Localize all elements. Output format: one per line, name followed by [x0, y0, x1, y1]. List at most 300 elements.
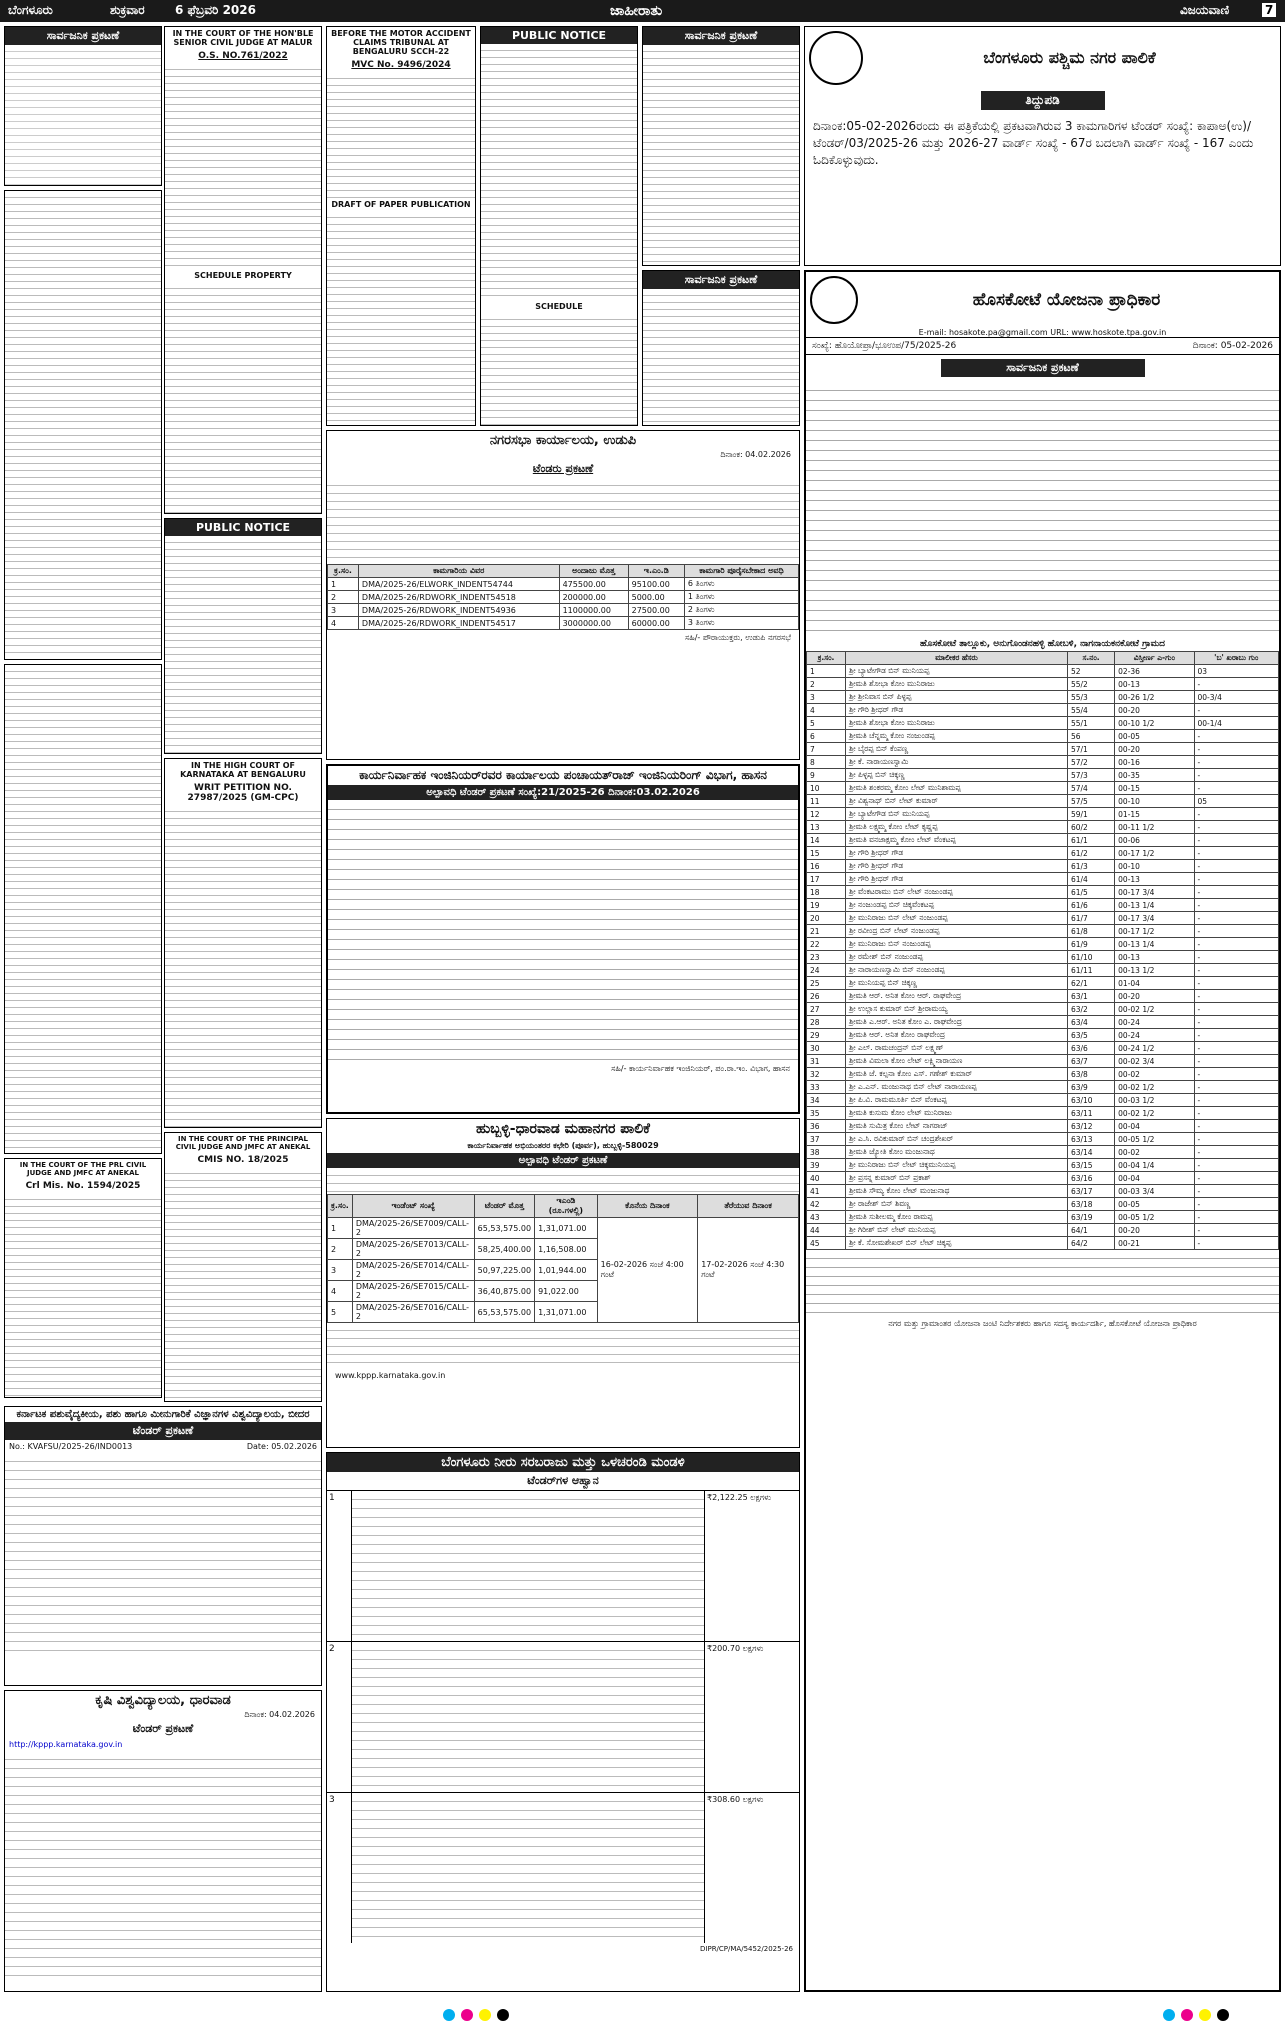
day: ಶುಕ್ರವಾರ [110, 3, 145, 17]
table-cell: - [1194, 847, 1278, 860]
table-cell: 00-04 [1115, 1120, 1194, 1133]
table-cell: 00-21 [1115, 1237, 1194, 1250]
table-cell: 00-04 1/4 [1115, 1159, 1194, 1172]
table-cell: 33 [807, 1081, 846, 1094]
table-cell: DMA/2025-26/SE7013/CALL-2 [352, 1239, 474, 1260]
table-cell: - [1194, 1211, 1278, 1224]
udupi-table [327, 564, 799, 630]
table-cell: - [1194, 1029, 1278, 1042]
table-header: ಕ್ರ.ಸಂ. [328, 565, 359, 578]
hoskote-heading: ಸಾರ್ವಜನಿಕ ಪ್ರಕಟಣೆ [941, 359, 1145, 377]
table-cell: 25 [807, 977, 846, 990]
table-cell: 1,31,071.00 [535, 1218, 598, 1239]
hoskote-table [806, 651, 1279, 1250]
table-cell: - [1194, 743, 1278, 756]
table-cell: - [1194, 1016, 1278, 1029]
table-row [807, 1055, 1279, 1068]
table-cell: 34 [807, 1094, 846, 1107]
table-cell: - [1194, 912, 1278, 925]
table-row [807, 860, 1279, 873]
table-cell: - [1194, 1055, 1278, 1068]
table-cell: - [1194, 1120, 1278, 1133]
court2 [326, 26, 476, 426]
schedule-heading: SCHEDULE [535, 302, 583, 311]
bwssb-amount: ₹200.70 ಲಕ್ಷಗಳು [704, 1642, 799, 1792]
table-cell: - [1194, 1042, 1278, 1055]
table-cell: 00-17 1/2 [1115, 925, 1194, 938]
table-cell: 58,25,400.00 [474, 1239, 534, 1260]
table-row [807, 1016, 1279, 1029]
table-cell: ಶ್ರೀಮತಿ ಶಂಕರಮ್ಮ ಕೋಂ ಲೇಟ್ ಮುನಿಶಾಮಪ್ಪ [846, 782, 1068, 795]
table-cell: ಶ್ರೀ ಗೌರಿ ಶ್ರೀಧರ್ ಗೌಡ [846, 704, 1068, 717]
table-cell: 1 [328, 578, 359, 591]
fill-text [165, 536, 321, 754]
table-cell: ಶ್ರೀಮತಿ ಶೋಭಾ ಕೋಂ ಮುನಿರಾಜು [846, 678, 1068, 691]
fill-text [643, 45, 799, 266]
table-cell: 56 [1067, 730, 1114, 743]
table-cell: 27 [807, 1003, 846, 1016]
uas-refline [5, 1440, 321, 1453]
table-cell: 64/2 [1067, 1237, 1114, 1250]
table-row [807, 691, 1279, 704]
emblem-icon [810, 276, 858, 324]
udupi-heading: ಟೆಂಡರು ಪ್ರಕಟಣೆ [532, 462, 594, 475]
table-cell: 00-1/4 [1194, 717, 1278, 730]
table-row [807, 756, 1279, 769]
table-cell: - [1194, 886, 1278, 899]
table-cell: 4 [328, 617, 359, 630]
udupi-title: ನಗರಸಭಾ ಕಾರ್ಯಾಲಯ, ಉಡುಪಿ [489, 433, 637, 448]
table-cell: 3 [328, 1260, 353, 1281]
table-cell: 00-02 [1115, 1068, 1194, 1081]
table-row [807, 730, 1279, 743]
table-header: ಕ್ರ.ಸಂ. [807, 652, 846, 665]
table-cell: 60/2 [1067, 821, 1114, 834]
bwssb-amount: ₹308.60 ಲಕ್ಷಗಳು [704, 1793, 799, 1943]
table-row [807, 1068, 1279, 1081]
table-cell: 17 [807, 873, 846, 886]
table-cell: 60000.00 [628, 617, 684, 630]
table-cell: 43 [807, 1211, 846, 1224]
table-cell: ಶ್ರೀಮತಿ ಸುಶೀಲಮ್ಮ ಕೋಂ ರಾಮಪ್ಪ [846, 1211, 1068, 1224]
cyan-dot [1163, 2009, 1175, 2021]
table-row [807, 1224, 1279, 1237]
table-cell: 61/5 [1067, 886, 1114, 899]
case-number: Crl Mis. No. 1594/2025 [25, 1181, 141, 1191]
table-cell: 55/3 [1067, 691, 1114, 704]
fill-text [5, 191, 161, 660]
table-cell: DMA/2025-26/SE7015/CALL-2 [352, 1281, 474, 1302]
table-cell: 3000000.00 [559, 617, 628, 630]
table-cell: 2 [328, 591, 359, 604]
table-cell: 24 [807, 964, 846, 977]
table-cell: 200000.00 [559, 591, 628, 604]
table-cell: 61/2 [1067, 847, 1114, 860]
table-row [807, 1185, 1279, 1198]
hdmc-table [327, 1194, 799, 1323]
table-cell: - [1194, 964, 1278, 977]
table-row [807, 1029, 1279, 1042]
table-row [807, 1172, 1279, 1185]
city: ಬೆಂಗಳೂರು [8, 3, 53, 17]
table-row [807, 1198, 1279, 1211]
bbmp-body: ದಿನಾಂಕ:05-02-2026ರಂದು ಈ ಪತ್ರಿಕೆಯಲ್ಲಿ ಪ್ರಕಟವಾಗಿರುವ 3 ಕಾಮಗಾರಿಗಳ ಟೆಂಡರ್ ಸಂಖ್ಯೆ: ಕಾಪಾಅ(ಉ)/ಟೆಂಡರ್/03/2025-26 ಮತ್ತು 2026-27 ವಾರ್ಡ್ ಸಂಖ್ಯೆ - 67ರ ಬದಲಾಗಿ ವಾರ್ಡ್ ಸಂಖ್ಯೆ - 167 ಎಂದು ಓದಿಕೊಳ್ಳುವುದು. [813, 119, 1254, 167]
table-cell: ಶ್ರೀಮತಿ ಸುಮಿತ್ರ ಕೋಂ ಲೇಟ್ ನಾಗರಾಜ್ [846, 1120, 1068, 1133]
table-cell: - [1194, 938, 1278, 951]
fill-text [165, 1167, 321, 1402]
table-cell: - [1194, 977, 1278, 990]
table-cell: 00-13 1/4 [1115, 899, 1194, 912]
public-notice-1 [480, 26, 638, 426]
table-header: ಕಾಮಗಾರಿ ಪೂರೈಸಬೇಕಾದ ಅವಧಿ [684, 565, 798, 578]
bwssb-item [327, 1641, 799, 1792]
table-cell: 00-13 [1115, 678, 1194, 691]
table-cell: ಶ್ರೀ ಗಿರೀಶ್ ಬಿನ್ ಲೇಟ್ ಮುನಿಯಪ್ಪ [846, 1224, 1068, 1237]
table-cell: 00-13 1/2 [1115, 964, 1194, 977]
table-cell: 41 [807, 1185, 846, 1198]
table-cell: 00-11 1/2 [1115, 821, 1194, 834]
table-cell: 44 [807, 1224, 846, 1237]
hoskote-ref: ಸಂಖ್ಯೆ: ಹೊಯೋಪ್ರಾ/ಭೂಉಪ/75/2025-26 [812, 341, 957, 351]
table-cell: 14 [807, 834, 846, 847]
court-title: IN THE HIGH COURT OF KARNATAKA AT BENGALURU [180, 761, 306, 779]
fill-text [328, 800, 798, 1061]
table-cell: 12 [807, 808, 846, 821]
table-cell: 61/11 [1067, 964, 1114, 977]
table-cell: - [1194, 704, 1278, 717]
table-cell: 63/19 [1067, 1211, 1114, 1224]
table-cell: 5 [328, 1302, 353, 1323]
table-cell: 63/17 [1067, 1185, 1114, 1198]
fill-text [5, 45, 161, 186]
table-cell: 64/1 [1067, 1224, 1114, 1237]
table-header: ಇಎಂಡಿ (ರೂ.ಗಳಲ್ಲಿ) [535, 1195, 598, 1218]
date: 6 ಫೆಬ್ರವರಿ 2026 [175, 3, 256, 17]
table-cell: 00-35 [1115, 769, 1194, 782]
table-cell: 1 [807, 665, 846, 678]
table-cell: - [1194, 730, 1278, 743]
notice-left-3 [4, 664, 162, 1154]
table-cell: 63/2 [1067, 1003, 1114, 1016]
table-cell: 5000.00 [628, 591, 684, 604]
hdmc-site: www.kppp.karnataka.gov.in [335, 1371, 446, 1380]
table-cell: 40 [807, 1172, 846, 1185]
table-cell: ಶ್ರೀ ಗೌರಿ ಶ್ರೀಧರ್ ಗೌಡ [846, 873, 1068, 886]
hoskote-date: ದಿನಾಂಕ: 05-02-2026 [1192, 341, 1273, 351]
table-cell: 4 [328, 1281, 353, 1302]
table-row [807, 886, 1279, 899]
table-cell: - [1194, 1081, 1278, 1094]
table-cell: 7 [807, 743, 846, 756]
table-cell: 63/15 [1067, 1159, 1114, 1172]
table-cell: 02-36 [1115, 665, 1194, 678]
table-cell: ಶ್ರೀ ಕೆ. ಸೋಮಶೇಖರ್ ಬಿನ್ ಲೇಟ್ ಚಿಕ್ಕಪ್ಪ [846, 1237, 1068, 1250]
table-cell: 00-02 1/2 [1115, 1107, 1194, 1120]
table-cell: 63/9 [1067, 1081, 1114, 1094]
fill-text [327, 1323, 799, 1369]
table-row [807, 1133, 1279, 1146]
table-cell: 10 [807, 782, 846, 795]
hassan-title: ಕಾರ್ಯನಿರ್ವಾಹಕ ಇಂಜಿನಿಯರ್‌ರವರ ಕಾರ್ಯಾಲಯ ಪಂಚಾಯತ್‌ರಾಜ್ ಇಂಜಿನಿಯರಿಂಗ್ ವಿಭಾಗ, ಹಾಸನ [359, 768, 767, 782]
notice-left-1 [4, 26, 162, 186]
table-cell: 22 [807, 938, 846, 951]
udupi-sign: ಸಹಿ/- ಪೌರಾಯುಕ್ತರು, ಉಡುಪಿ ನಗರಸಭೆ [684, 633, 791, 642]
table-cell: 63/16 [1067, 1172, 1114, 1185]
table-header: ಸ.ನಂ. [1067, 652, 1114, 665]
notice-col4-2 [642, 270, 800, 426]
table-cell: 00-13 1/4 [1115, 938, 1194, 951]
table-cell: - [1194, 1146, 1278, 1159]
table-cell: ಶ್ರೀ ನಂಜುಂಡಪ್ಪ ಬಿನ್ ಚಿಕ್ಕವೆಂಕಟಪ್ಪ [846, 899, 1068, 912]
table-cell: - [1194, 1107, 1278, 1120]
fill-text [327, 72, 475, 198]
case-number: CMIS NO. 18/2025 [197, 1155, 289, 1165]
table-cell: 4 [807, 704, 846, 717]
table-cell: 2 [328, 1239, 353, 1260]
table-cell: - [1194, 899, 1278, 912]
fill-text [165, 805, 321, 1128]
udupi-date: ದಿನಾಂಕ: 04.02.2026 [720, 450, 791, 459]
hoskote-notice [804, 270, 1281, 1992]
table-cell: 05 [1194, 795, 1278, 808]
masthead [0, 0, 1285, 22]
uas-heading: ಟೆಂಡರ್ ಪ್ರಕಟಣೆ [5, 1422, 321, 1440]
hoskote-email: E-mail: hosakote.pa@gmail.com URL: www.hoskote.tpa.gov.in [918, 328, 1167, 337]
table-cell: 00-02 3/4 [1115, 1055, 1194, 1068]
schedule-heading: SCHEDULE PROPERTY [194, 271, 292, 280]
krishi-heading: ಟೆಂಡರ್ ಪ್ರಕಟಣೆ [132, 1722, 194, 1735]
table-row [807, 912, 1279, 925]
hdmc-sub: ಕಾರ್ಯನಿರ್ವಾಹಕ ಅಭಿಯಂತರರ ಕಛೇರಿ (ಪೂರ್ವ), ಹುಬ್ಬಳ್ಳಿ-580029 [467, 1141, 659, 1150]
table-row [807, 899, 1279, 912]
table-cell: - [1194, 951, 1278, 964]
table-header: ಟೆಂಡರ್ ಮೊತ್ತ [474, 1195, 534, 1218]
table-cell: 00-26 1/2 [1115, 691, 1194, 704]
uas-title: ಕರ್ನಾಟಕ ಪಶುವೈದ್ಯಕೀಯ, ಪಶು ಹಾಗೂ ಮೀನುಗಾರಿಕೆ ವಿಜ್ಞಾನಗಳ ವಿಶ್ವವಿದ್ಯಾಲಯ, ಬೀದರ [16, 1409, 310, 1420]
fill-text [5, 665, 161, 1154]
table-cell: 63/12 [1067, 1120, 1114, 1133]
table-cell: 00-02 [1115, 1146, 1194, 1159]
table-cell: 16-02-2026 ಸಂಜೆ 4:00 ಗಂಟೆ [597, 1218, 698, 1323]
table-cell: ಶ್ರೀ ಮುನಿರಾಜು ಬಿನ್ ಲೇಟ್ ಚಿಕ್ಕಮುನಿಯಪ್ಪ [846, 1159, 1068, 1172]
table-cell: 00-02 1/2 [1115, 1003, 1194, 1016]
table-cell: - [1194, 1068, 1278, 1081]
court1 [164, 26, 322, 514]
table-cell: 63/6 [1067, 1042, 1114, 1055]
table-cell: 57/4 [1067, 782, 1114, 795]
table-header: ಕ್ರ.ಸಂ. [328, 1195, 353, 1218]
table-cell: 63/14 [1067, 1146, 1114, 1159]
table-cell: - [1194, 1237, 1278, 1250]
bbmp-header [805, 27, 1280, 89]
table-cell: 38 [807, 1146, 846, 1159]
table-cell: 11 [807, 795, 846, 808]
table-header: ಮಾಲೀಕರ ಹೆಸರು [846, 652, 1068, 665]
table-row [807, 1159, 1279, 1172]
table-cell: ಶ್ರೀಮತಿ ಚೆನ್ನಮ್ಮ ಕೋಂ ನಂಜುಂಡಪ್ಪ [846, 730, 1068, 743]
table-cell: 00-20 [1115, 704, 1194, 717]
table-cell: 9 [807, 769, 846, 782]
krishi-date: ದಿನಾಂಕ: 04.02.2026 [244, 1710, 315, 1719]
page-number: 7 [1262, 3, 1276, 17]
uas-tender [4, 1406, 322, 1686]
table-cell: 01-04 [1115, 977, 1194, 990]
table-cell: 00-13 [1115, 873, 1194, 886]
table-cell: 36 [807, 1120, 846, 1133]
table-cell: 91,022.00 [535, 1281, 598, 1302]
table-cell: 57/5 [1067, 795, 1114, 808]
table-cell: 00-17 3/4 [1115, 886, 1194, 899]
table-cell: 35 [807, 1107, 846, 1120]
table-cell: 45 [807, 1237, 846, 1250]
court-title: BEFORE THE MOTOR ACCIDENT CLAIMS TRIBUNAL AT BENGALURU SCCH-22 [331, 29, 471, 56]
table-row [807, 1120, 1279, 1133]
table-cell: DMA/2025-26/SE7014/CALL-2 [352, 1260, 474, 1281]
table-cell: 15 [807, 847, 846, 860]
table-cell: ಶ್ರೀ ಮುನಿರಾಜು ಬಿನ್ ಲೇಟ್ ನಂಜುಂಡಪ್ಪ [846, 912, 1068, 925]
bwssb-title: ಬೆಂಗಳೂರು ನೀರು ಸರಬರಾಜು ಮತ್ತು ಒಳಚರಂಡಿ ಮಂಡಳಿ [327, 1453, 799, 1472]
hoskote-refline [806, 337, 1279, 355]
fill-text [806, 381, 1279, 637]
table-cell: 00-04 [1115, 1172, 1194, 1185]
table-cell: 03 [1194, 665, 1278, 678]
hdmc-tender [326, 1118, 800, 1448]
table-cell: DMA/2025-26/RDWORK_INDENT54517 [358, 617, 559, 630]
table-row [807, 678, 1279, 691]
table-row [807, 665, 1279, 678]
table-cell: 61/8 [1067, 925, 1114, 938]
table-row [807, 782, 1279, 795]
table-cell: 00-05 1/2 [1115, 1211, 1194, 1224]
table-row [807, 1146, 1279, 1159]
paper-name: ವಿಜಯವಾಣಿ [1180, 3, 1230, 17]
table-cell: - [1194, 769, 1278, 782]
table-cell: 8 [807, 756, 846, 769]
table-row [807, 795, 1279, 808]
table-row [807, 847, 1279, 860]
table-cell: 21 [807, 925, 846, 938]
table-cell: DMA/2025-26/SE7016/CALL-2 [352, 1302, 474, 1323]
fill-text [327, 478, 799, 564]
case-number: WRIT PETITION NO. 27987/2025 (GM-CPC) [187, 783, 299, 803]
table-header: ಇ.ಎಂ.ಡಿ [628, 565, 684, 578]
table-cell: 00-24 [1115, 1029, 1194, 1042]
table-row [807, 769, 1279, 782]
table-cell: 63/5 [1067, 1029, 1114, 1042]
table-cell: 36,40,875.00 [474, 1281, 534, 1302]
table-cell: 1 ತಿಂಗಳು [684, 591, 798, 604]
table-cell: 17-02-2026 ಸಂಜೆ 4:30 ಗಂಟೆ [698, 1218, 799, 1323]
table-row [807, 938, 1279, 951]
table-cell: 62/1 [1067, 977, 1114, 990]
emblem-icon [809, 31, 863, 85]
table-cell: 16 [807, 860, 846, 873]
table-cell: 61/7 [1067, 912, 1114, 925]
hoskote-header [806, 272, 1279, 328]
table-cell: 00-02 1/2 [1115, 1081, 1194, 1094]
table-row [807, 717, 1279, 730]
table-cell: 01-15 [1115, 808, 1194, 821]
uas-ref: No.: KVAFSU/2025-26/IND0013 [9, 1442, 133, 1451]
table-cell: - [1194, 860, 1278, 873]
table-cell: - [1194, 1133, 1278, 1146]
table-header: 'ಬ' ಖರಾಬು ಗುಂ [1194, 652, 1278, 665]
table-cell: 19 [807, 899, 846, 912]
table-cell: 00-17 1/2 [1115, 847, 1194, 860]
table-cell: 23 [807, 951, 846, 964]
table-cell: ಶ್ರೀಮತಿ ವಿಮಲಾ ಕೋಂ ಲೇಟ್ ಲಕ್ಷ್ಮಿನಾರಾಯಣ [846, 1055, 1068, 1068]
table-cell: ಶ್ರೀ ಗೌರಿ ಶ್ರೀಧರ್ ಗೌಡ [846, 860, 1068, 873]
table-cell: 1,16,508.00 [535, 1239, 598, 1260]
table-row [807, 1107, 1279, 1120]
table-cell: - [1194, 925, 1278, 938]
table-cell: 1,01,944.00 [535, 1260, 598, 1281]
hassan-sign: ಸಹಿ/- ಕಾರ್ಯನಿರ್ವಾಹಕ ಇಂಜಿನಿಯರ್, ಪಂ.ರಾ.ಇಂ. ವಿಭಾಗ, ಹಾಸನ [611, 1064, 790, 1073]
bbmp-title: ಬೆಂಗಳೂರು ಪಶ್ಚಿಮ ನಗರ ಪಾಲಿಕೆ [983, 48, 1156, 67]
table-cell: 3 [807, 691, 846, 704]
fill-text [352, 1793, 704, 1943]
table-cell: - [1194, 1003, 1278, 1016]
fill-text [5, 1453, 321, 1659]
fill-text [352, 1491, 704, 1641]
registration-marks-right [1160, 2006, 1232, 2025]
table-cell: ಶ್ರೀ ಗೌರಿ ಶ್ರೀಧರ್ ಗೌಡ [846, 847, 1068, 860]
fill-text [327, 1168, 799, 1194]
table-cell: DMA/2025-26/RDWORK_INDENT54518 [358, 591, 559, 604]
table-cell: 1 [328, 1218, 353, 1239]
table-cell: 63/13 [1067, 1133, 1114, 1146]
bwssb-code: DIPR/CP/MA/5452/2025-26 [700, 1945, 793, 1953]
table-cell: ಶ್ರೀ ಬೈರಪ್ಪ ಬಿನ್ ಕೆಂಪಣ್ಣ [846, 743, 1068, 756]
table-cell: 00-3/4 [1194, 691, 1278, 704]
table-cell: ಶ್ರೀ ರಾಜೇಶ್ ಬಿನ್ ಶಿವಣ್ಣ [846, 1198, 1068, 1211]
table-row [807, 1211, 1279, 1224]
table-cell: 42 [807, 1198, 846, 1211]
bwssb-number: 3 [327, 1793, 352, 1943]
table-cell: ಶ್ರೀ ಪ್ರಸನ್ನ ಕುಮಾರ್ ಬಿನ್ ಪ್ರಕಾಶ್ [846, 1172, 1068, 1185]
table-cell: 61/1 [1067, 834, 1114, 847]
table-row [807, 1094, 1279, 1107]
yellow-dot [479, 2009, 491, 2021]
table-cell: ಶ್ರೀ ಎ.ಎನ್. ಮಂಜುನಾಥ ಬಿನ್ ಲೇಟ್ ನಾರಾಯಣಪ್ಪ [846, 1081, 1068, 1094]
hdmc-heading: ಅಲ್ಪಾವಧಿ ಟೆಂಡರ್ ಪ್ರಕಟಣೆ [327, 1153, 799, 1168]
table-row [807, 990, 1279, 1003]
table-row [807, 1042, 1279, 1055]
table-cell: ಶ್ರೀಮತಿ ಸೌಮ್ಯ ಕೋಂ ಲೇಟ್ ಮಂಜುನಾಥ [846, 1185, 1068, 1198]
table-cell: 52 [1067, 665, 1114, 678]
table-cell: 57/2 [1067, 756, 1114, 769]
table-cell: 63/4 [1067, 1016, 1114, 1029]
table-row [807, 743, 1279, 756]
table-cell: ಶ್ರೀ ರವೀಂದ್ರ ಬಿನ್ ಲೇಟ್ ನಂಜುಂಡಪ್ಪ [846, 925, 1068, 938]
table-cell: 63/8 [1067, 1068, 1114, 1081]
table-cell: 00-05 [1115, 1198, 1194, 1211]
table-cell: 6 ತಿಂಗಳು [684, 578, 798, 591]
table-cell: DMA/2025-26/SE7009/CALL-2 [352, 1218, 474, 1239]
black-dot [1217, 2009, 1229, 2021]
table-cell: 65,53,575.00 [474, 1302, 534, 1323]
table-cell: 59/1 [1067, 808, 1114, 821]
table-cell: - [1194, 678, 1278, 691]
table-cell: 3 ತಿಂಗಳು [684, 617, 798, 630]
magenta-dot [1181, 2009, 1193, 2021]
table-cell: 00-15 [1115, 782, 1194, 795]
cyan-dot [443, 2009, 455, 2021]
table-cell: ಶ್ರೀಮತಿ ವನಜಾಕ್ಷಮ್ಮ ಕೋಂ ಲೇಟ್ ವೆಂಕಟಪ್ಪ [846, 834, 1068, 847]
table-cell: ಶ್ರೀ ಬ್ಯಾಟೇಗೌಡ ಬಿನ್ ಮುನಿಯಪ್ಪ [846, 665, 1068, 678]
court4 [4, 1158, 162, 1398]
table-header: ತೆರೆಯುವ ದಿನಾಂಕ [698, 1195, 799, 1218]
